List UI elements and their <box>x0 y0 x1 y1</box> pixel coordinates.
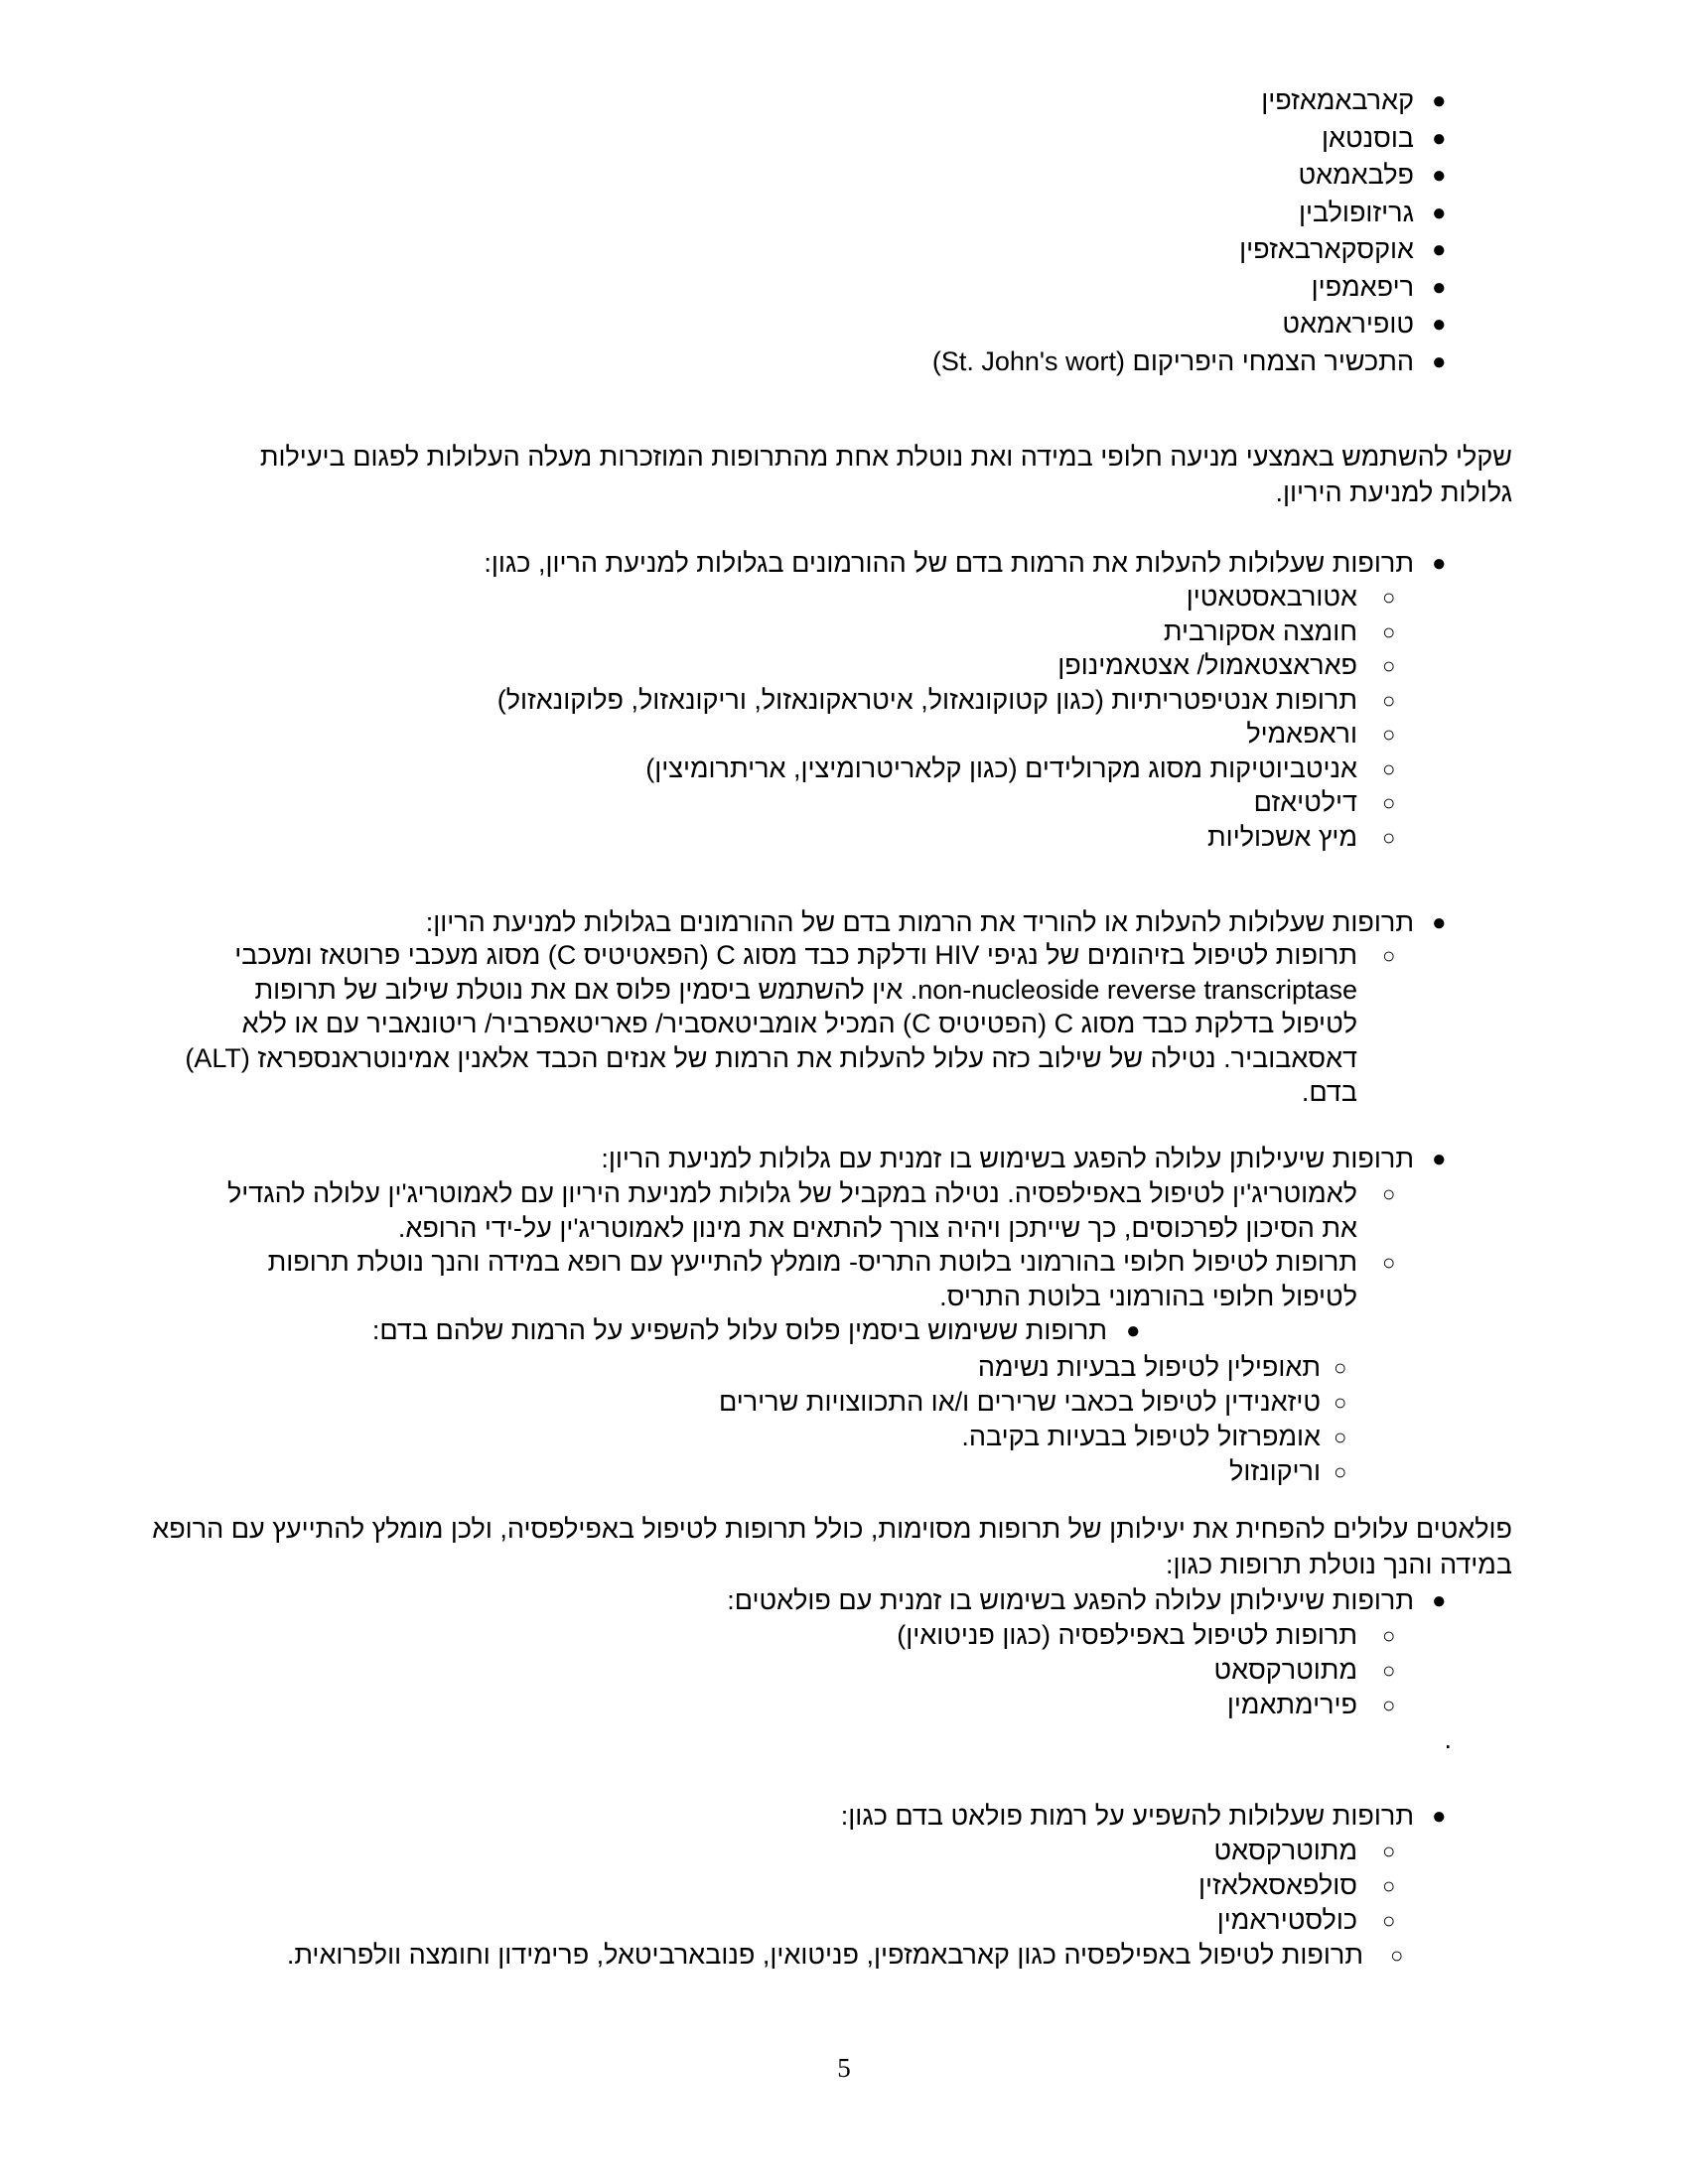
list-item: אטורבאסטאטין <box>1186 582 1357 612</box>
list-item: תרופות אנטיפטריתיות (כגון קטוקונאזול, איטראקונאזול, וריקונאזול, פלוקונאזול) <box>496 684 1357 715</box>
list-item-line: את הסיכון לפרכוסים, כך שייתכן ויהיה צורך להתאים את מינון לאמוטריג'ין על-ידי הרופא. <box>397 1212 1357 1243</box>
circle-bullet-icon: ○ <box>1382 687 1396 713</box>
circle-bullet-icon: ○ <box>1382 943 1396 968</box>
bullet-icon: ● <box>1432 347 1447 375</box>
nested-item: וריקונזול <box>1229 1456 1321 1486</box>
circle-bullet-icon: ○ <box>1382 1693 1396 1717</box>
bullet-icon: ● <box>1432 273 1447 301</box>
list-item: בוסנטאן <box>1322 122 1414 153</box>
list-item: מתוטרקסאט <box>1213 1836 1357 1865</box>
bullet-icon: ● <box>1432 1587 1447 1614</box>
circle-bullet-icon: ○ <box>1382 1839 1396 1863</box>
bullet-icon: ● <box>1432 1803 1447 1830</box>
list-item: מיץ אשכוליות <box>1207 821 1357 852</box>
circle-bullet-icon: ○ <box>1382 1250 1396 1275</box>
list-item: פירימתאמין <box>1226 1690 1357 1719</box>
bullet-icon: ● <box>1432 87 1447 114</box>
nested-heading: תרופות ששימוש ביסמין פלוס עלול להשפיע על הרמות שלהם בדם: <box>371 1315 1107 1345</box>
list-item: סולפאסאלאזין <box>1197 1870 1357 1900</box>
paragraph: פולאטים עלולים להפחית את יעילותן של תרופות מסוימות, כולל תרופות לטיפול באפילפסיה, ולכן מומלץ להתייעץ עם הרופא במידה והנך נוטלת תרופות כגון: <box>152 1514 1512 1579</box>
circle-bullet-icon: ○ <box>1382 653 1396 678</box>
bullet-icon: ● <box>1432 199 1447 226</box>
bullet-icon: ● <box>1432 124 1447 152</box>
circle-bullet-icon: ○ <box>1382 585 1396 610</box>
circle-bullet-icon: ○ <box>1334 1459 1347 1484</box>
list-item: אוקסקארבאזפין <box>1239 234 1414 264</box>
circle-bullet-icon: ○ <box>1390 1943 1404 1968</box>
list-item: פלבאמאט <box>1298 160 1414 190</box>
nested-item: אומפרזול לטיפול בבעיות בקיבה. <box>961 1422 1321 1451</box>
list-item-line: לאמוטריג'ין לטיפול באפילפסיה. נטילה במקביל של גלולות למניעת היריון עם לאמוטריג'ין עלולה להגדיל <box>226 1178 1357 1208</box>
list-item-line: לטיפול בדלקת כבד מסוג C (הפטיטיס C) המכיל אומביטאסביר/ פאריטאפרביר/ ריטונאביר עם או ללא <box>241 1009 1357 1038</box>
list-item: אניטביוטיקות מסוג מקרולידים (כגון קלאריטרומיצין, אריתרומיצין) <box>645 752 1357 783</box>
list-item-line: non-nucleoside reverse transcriptase. אין להשתמש ביסמין פלוס אם את נוטלת שילוב של תרופות <box>254 974 1357 1005</box>
stray-mark: . <box>1444 1724 1452 1754</box>
list-item: טופיראמאט <box>1282 309 1414 339</box>
circle-bullet-icon: ○ <box>1382 1908 1396 1933</box>
bullet-icon: ● <box>1432 236 1447 263</box>
list-item-line: בדם. <box>1301 1077 1357 1107</box>
list-heading: תרופות שעלולות להעלות את הרמות בדם של ההורמונים בגלולות למניעת הריון, כגון: <box>484 548 1414 578</box>
list-item-line: לטיפול חלופי בהורמוני בלוטת התריס. <box>939 1281 1357 1311</box>
circle-bullet-icon: ○ <box>1382 1873 1396 1898</box>
list-item: מתוטרקסאט <box>1213 1655 1357 1685</box>
circle-bullet-icon: ○ <box>1382 1623 1396 1648</box>
list-item-line: תרופות לטיפול בזיהומים של נגיפי HIV ודלקת כבד מסוג C (הפאטיטיס C) מסוג מעכבי פרוטאז ומעכבי <box>234 940 1357 970</box>
list-heading: תרופות שעלולות להשפיע על רמות פולאט בדם כגון: <box>840 1801 1414 1831</box>
list-item: כולסטיראמין <box>1216 1905 1357 1935</box>
bullet-icon: ● <box>1432 311 1447 338</box>
list-heading: תרופות שיעילותן עלולה להפגע בשימוש בו זמנית עם פולאטים: <box>727 1585 1414 1615</box>
bullet-icon: ● <box>1432 1146 1447 1172</box>
list-item: פאראצטאמול/ אצטאמינופן <box>1057 650 1357 680</box>
circle-bullet-icon: ○ <box>1382 1181 1396 1206</box>
list-item: התכשיר הצמחי היפריקום (St. John's wort) <box>931 345 1414 376</box>
list-item-line: דאסאבוביר. נטילה של שילוב כזה עלול להעלות את הרמות של אנזים הכבד אלאנין אמינוטראנספראז (ALT) <box>185 1042 1357 1073</box>
nested-item: תאופילין לטיפול בבעיות נשימה <box>977 1352 1321 1382</box>
circle-bullet-icon: ○ <box>1334 1355 1347 1380</box>
bullet-icon: ● <box>1432 162 1447 189</box>
list-item-line: תרופות לטיפול חלופי בהורמוני בלוטת התריס- מומלץ להתייעץ עם רופא במידה והנך נוטלת תרופות <box>267 1247 1357 1277</box>
circle-bullet-icon: ○ <box>1334 1390 1347 1415</box>
list-item: וראפאמיל <box>1246 719 1357 749</box>
list-item: דילטיאזם <box>1253 787 1357 817</box>
list-heading: תרופות שעלולות להעלות או להוריד את הרמות בדם של ההורמונים בגלולות למניעת הריון: <box>425 907 1414 937</box>
list-item: גריזופולבין <box>1298 197 1414 227</box>
circle-bullet-icon: ○ <box>1334 1425 1347 1449</box>
circle-bullet-icon: ○ <box>1382 790 1396 815</box>
paragraph: שקלי להשתמש באמצעי מניעה חלופי במידה ואת נוטלת אחת מהתרופות המוזכרות מעלה העלולות לפגום ביעילות גלולות למניעת היריון. <box>259 442 1512 507</box>
bullet-icon: ● <box>1432 909 1447 936</box>
circle-bullet-icon: ○ <box>1382 618 1396 644</box>
circle-bullet-icon: ○ <box>1382 755 1396 781</box>
bullet-icon: ● <box>1126 1317 1141 1344</box>
list-item: קארבאמאזפין <box>1261 85 1414 115</box>
circle-bullet-icon: ○ <box>1382 1658 1396 1683</box>
list-item: תרופות לטיפול באפילפסיה (כגון פניטואין) <box>897 1620 1357 1650</box>
list-item: תרופות לטיפול באפילפסיה כגון קארבאמזפין, פניטואין, פנובארביטאל, פרימידון וחומצה וולפרואית. <box>286 1940 1363 1970</box>
nested-item: טיזאנידין לטיפול בכאבי שרירים ו/או התכווצויות שרירים <box>718 1387 1321 1417</box>
bullet-icon: ● <box>1432 550 1447 577</box>
list-item: ריפאמפין <box>1311 271 1414 302</box>
list-heading: תרופות שיעילותן עלולה להפגע בשימוש בו זמנית עם גלולות למניעת הריון: <box>601 1144 1414 1173</box>
circle-bullet-icon: ○ <box>1382 824 1396 850</box>
circle-bullet-icon: ○ <box>1382 722 1396 747</box>
page-number: 5 <box>837 2053 851 2083</box>
list-item: חומצה אסקורבית <box>1163 615 1357 646</box>
